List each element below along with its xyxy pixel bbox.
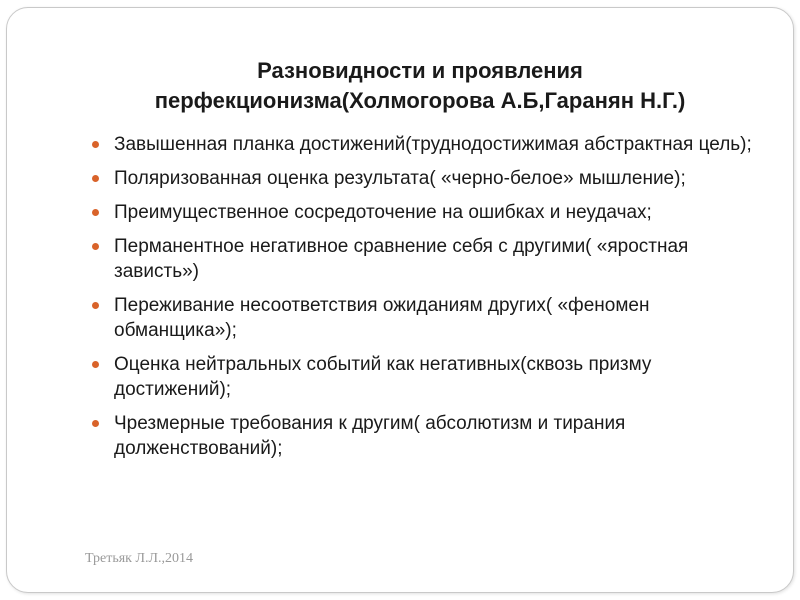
bullet-dot-icon <box>92 175 99 182</box>
bullet-item <box>92 200 757 225</box>
bullet-item <box>92 166 757 191</box>
slide-title <box>70 56 770 116</box>
bullet-text: Преимущественное сосредоточение на ошибках и неудачах; <box>114 202 652 223</box>
bullet-text: Переживание несоответствия ожиданиям других( «феномен обманщика»); <box>114 295 650 341</box>
bullet-list <box>92 132 757 470</box>
bullet-item <box>92 293 757 343</box>
bullet-text: Перманентное негативное сравнение себя с другими( «яростная зависть») <box>114 236 689 282</box>
bullet-text: Чрезмерные требования к другим( абсолютизм и тирания долженствований); <box>114 413 626 459</box>
bullet-dot-icon <box>92 302 99 309</box>
bullet-dot-icon <box>92 209 99 216</box>
bullet-item <box>92 132 757 157</box>
bullet-item <box>92 234 757 284</box>
bullet-text: Оценка нейтральных событий как негативных(сквозь призму достижений); <box>114 354 652 400</box>
footer-author: Третьяк Л.Л.,2014 <box>85 551 193 566</box>
bullet-item <box>92 411 757 461</box>
bullet-text: Завышенная планка достижений(труднодостижимая абстрактная цель); <box>114 134 752 155</box>
bullet-text: Поляризованная оценка результата( «черно-белое» мышление); <box>114 168 686 189</box>
slide-title-line-2: перфекционизма(Холмогорова А.Б,Гаранян Н.Г.) <box>154 88 686 113</box>
bullet-dot-icon <box>92 420 99 427</box>
slide-title-line-1: Разновидности и проявления <box>257 58 583 83</box>
bullet-dot-icon <box>92 243 99 250</box>
bullet-dot-icon <box>92 361 99 368</box>
bullet-item <box>92 352 757 402</box>
bullet-dot-icon <box>92 141 99 148</box>
